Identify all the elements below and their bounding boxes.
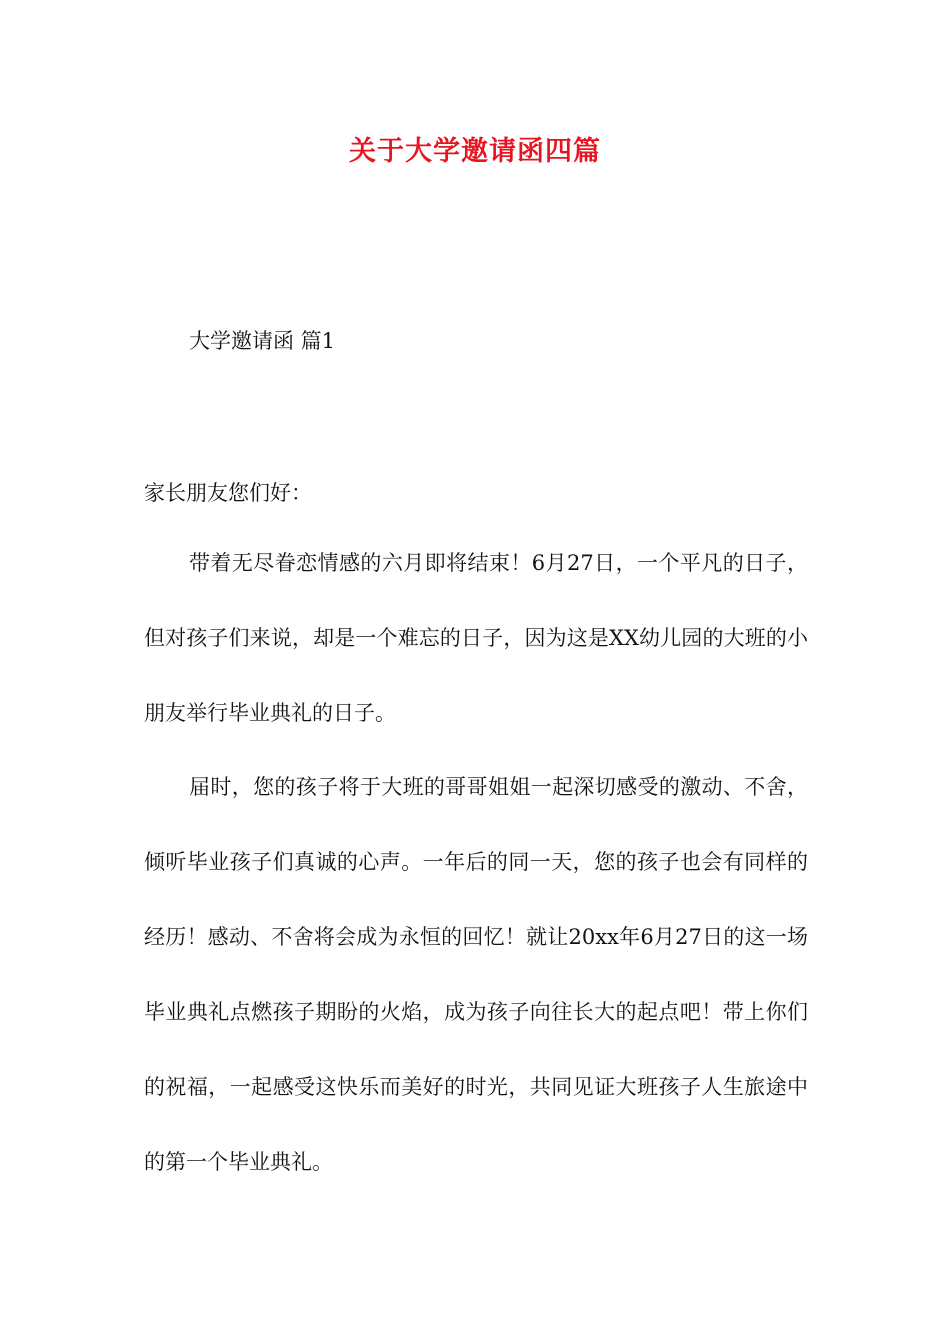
section-heading: 大学邀请函 篇1 xyxy=(189,329,336,353)
document-title: 关于大学邀请函四篇 xyxy=(349,136,601,167)
body-paragraph-1: 带着无尽眷恋情感的六月即将结束！6月27日，一个平凡的日子，但对孩子们来说，却是一个难忘的日子，因为这是XX幼儿园的大班的小朋友举行毕业典礼的日子。 xyxy=(144,551,808,725)
greeting-line: 家长朋友您们好： xyxy=(144,481,312,505)
body-paragraph-2: 届时，您的孩子将于大班的哥哥姐姐一起深切感受的激动、不舍，倾听毕业孩子们真诚的心声。一年后的同一天，您的孩子也会有同样的经历！感动、不舍将会成为永恒的回忆！就让20xx年6月27日的这一场毕业典礼点燃孩子期盼的火焰，成为孩子向往长大的起点吧！带上你们的祝福，一起感受这快乐而美好的时光，共同见证大班孩子人生旅途中的第一个毕业典礼。 xyxy=(144,775,808,1174)
